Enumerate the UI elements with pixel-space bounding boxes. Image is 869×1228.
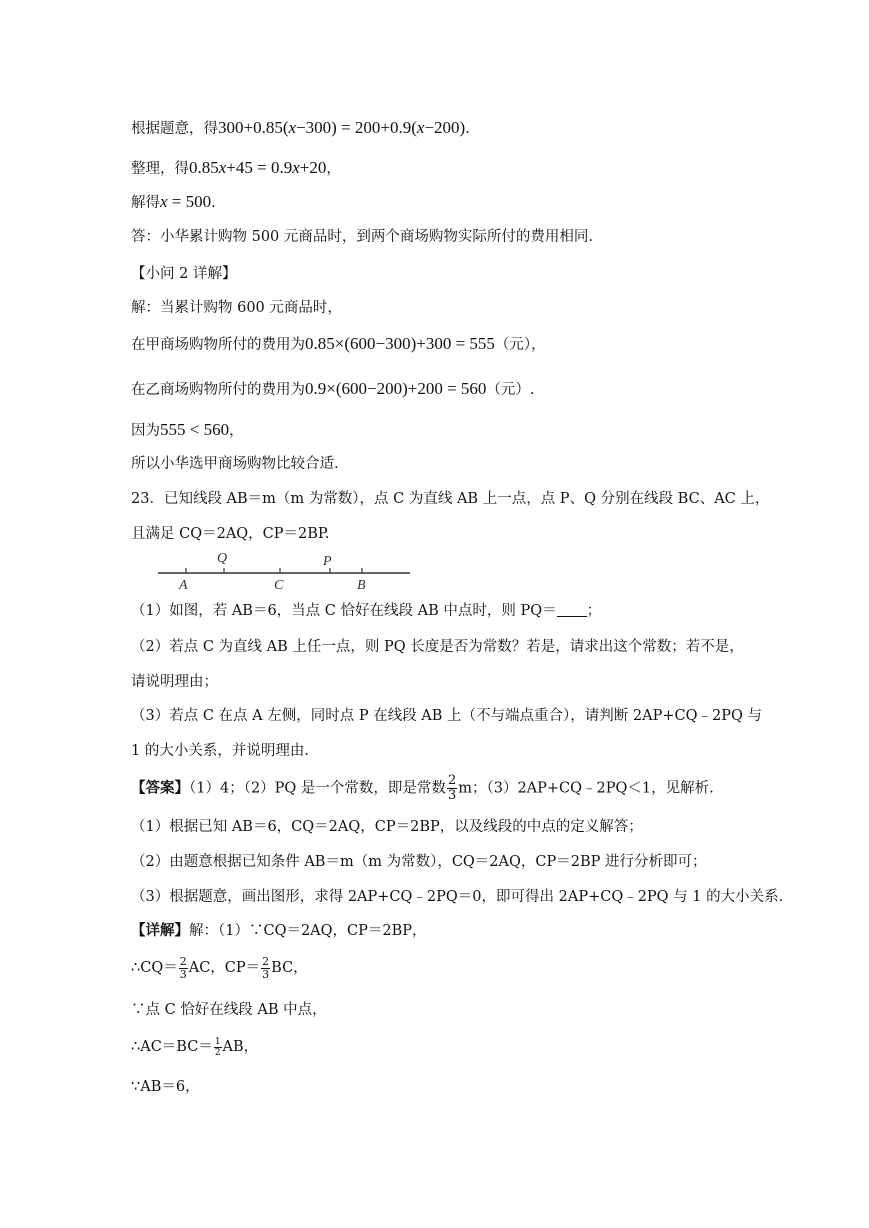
- line-2: [131, 158, 341, 179]
- sub-question-1: [131, 601, 601, 621]
- text: 在甲商场购物所付的费用为: [131, 337, 305, 353]
- answer-blank: [557, 602, 587, 617]
- sub-question-3: （3）若点 C 在点 A 左侧，同时点 P 在线段 AB 上（不与端点重合），请判断 2AP+CQ﹣2PQ 与: [131, 708, 762, 724]
- label-B: B: [357, 578, 366, 593]
- numerator: 2: [447, 773, 457, 788]
- line-6: 解：当累计购物 600 元商品时，: [131, 300, 342, 316]
- denominator: 3: [447, 788, 457, 803]
- text: （元）.: [486, 382, 535, 398]
- question-23: 23．已知线段 AB＝m（m 为常数），点 C 为直线 AB 上一点，点 P、Q 分别在线段 BC、AC 上，: [131, 491, 770, 507]
- equation: 0.85x+45 = 0.9x+20: [189, 158, 327, 177]
- line-7: [131, 334, 546, 355]
- line-17: 1 的大小关系，并说明理由.: [131, 743, 309, 759]
- line-1: [131, 118, 470, 139]
- line-8: [131, 379, 535, 400]
- line-24: ∵点 C 恰好在线段 AB 中点，: [131, 1002, 327, 1018]
- text: AC，CP＝: [188, 960, 261, 976]
- text: （1）4；（2）PQ 是一个常数，即是常数: [189, 780, 446, 797]
- analysis-1: （1）根据已知 AB＝6，CQ＝2AQ，CP＝2BP，以及线段的中点的定义解答；: [131, 819, 643, 835]
- line-segment-figure: [158, 545, 418, 593]
- equation: 555 < 560: [160, 420, 230, 439]
- numerator: 1: [214, 1036, 221, 1047]
- answer-label: 【答案】: [131, 779, 189, 797]
- numerator: 2: [262, 954, 270, 968]
- denominator: 3: [179, 967, 187, 981]
- fraction: [179, 956, 188, 981]
- text: 在乙商场购物所付的费用为: [131, 382, 305, 398]
- text: ∴CQ＝: [131, 960, 178, 976]
- text: ；: [586, 603, 602, 619]
- text: ，: [326, 161, 341, 177]
- fraction: [261, 956, 270, 981]
- text: （元），: [494, 337, 546, 353]
- equation: x = 500: [160, 192, 212, 211]
- analysis-3: （3）根据题意，画出图形，求得 2AP+CQ﹣2PQ＝0，即可得出 2AP+CQ﹣2PQ 与 1 的大小关系.: [131, 889, 784, 905]
- line-3: [131, 192, 216, 213]
- text: 整理，得: [131, 161, 189, 177]
- denominator: 2: [214, 1047, 221, 1058]
- detail-line: [131, 921, 427, 941]
- detail-label: 【详解】: [131, 922, 189, 939]
- fraction: [447, 774, 457, 803]
- line-10: 所以小华选甲商场购物比较合适.: [131, 456, 339, 472]
- line-15: 请说明理由；: [131, 674, 218, 690]
- analysis-2: （2）由题意根据已知条件 AB＝m（m 为常数），CQ＝2AQ，CP＝2BP 进行分析即可；: [131, 854, 707, 870]
- fraction: [214, 1037, 222, 1058]
- equation: 0.9×(600−200)+200 = 560: [305, 379, 487, 398]
- text: BC，: [271, 960, 308, 976]
- label-C: C: [274, 578, 284, 593]
- numerator: 2: [179, 954, 187, 968]
- line-26: ∵AB＝6，: [131, 1079, 200, 1095]
- label-Q: Q: [217, 551, 228, 566]
- text: .: [211, 195, 216, 211]
- text: ∴AC＝BC＝: [131, 1039, 213, 1055]
- label-A: A: [179, 578, 188, 593]
- text: 解：（1）∵CQ＝2AQ，CP＝2BP，: [189, 923, 427, 939]
- sub-question-2: （2）若点 C 为直线 AB 上任一点，则 PQ 长度是否为常数？若是，请求出这个常数；若不是，: [131, 639, 744, 655]
- line-25: [131, 1034, 258, 1060]
- line-4: 答：小华累计购物 500 元商品时，到两个商场购物实际所付的费用相同.: [131, 229, 594, 245]
- text: （1）如图，若 AB＝6，当点 C 恰好在线段 AB 中点时，则 PQ＝: [131, 603, 557, 619]
- equation: 0.85×(600−300)+300 = 555: [305, 334, 495, 353]
- section-heading: 【小问 2 详解】: [131, 266, 237, 282]
- line-23: [131, 954, 308, 982]
- text: m；（3）2AP+CQ﹣2PQ＜1，见解析.: [458, 780, 714, 797]
- line-12: 且满足 CQ＝2AQ，CP＝2BP.: [131, 526, 330, 542]
- text: 根据题意，得: [131, 121, 218, 137]
- answer-line: [131, 774, 714, 803]
- label-P: P: [323, 554, 332, 569]
- text: 解得: [131, 195, 160, 211]
- line-9: [131, 420, 244, 441]
- text: ，: [229, 423, 244, 439]
- text: .: [465, 121, 470, 137]
- text: 因为: [131, 423, 160, 439]
- text: AB，: [222, 1039, 259, 1055]
- equation: 300+0.85(x−300) = 200+0.9(x−200): [218, 118, 466, 137]
- denominator: 3: [262, 967, 270, 981]
